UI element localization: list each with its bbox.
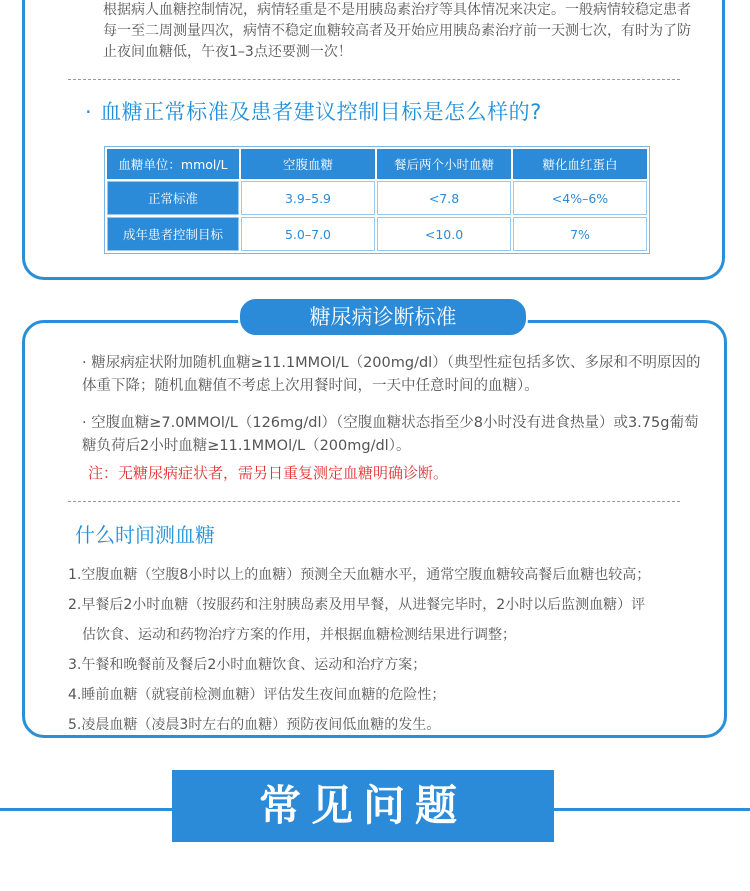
monitoring-frequency-text: 根据病人血糖控制情况，病情轻重是不是用胰岛素治疗等具体情况来决定。一般病情较稳定患者每一至二周测量四次，病情不稳定血糖较高者及开始应用胰岛素治疗前一天测七次，有时为了防止夜间血糖低，午夜1–3点还要测一次！	[103, 2, 691, 60]
glucose-standards-table	[104, 146, 650, 254]
table-row-label: 正常标准	[107, 181, 239, 215]
table-cell: 5.0–7.0	[241, 217, 375, 251]
table-header-cell: 糖化血红蛋白	[513, 149, 647, 179]
list-item: 2.早餐后2小时血糖（按服药和注射胰岛素及用早餐，从进餐完毕时，2小时以后监测血糖）评	[68, 597, 646, 613]
when-to-test-heading: 什么时间测血糖	[75, 523, 215, 547]
list-item: 3.午餐和晚餐前及餐后2小时血糖饮食、运动和治疗方案；	[68, 657, 427, 673]
when-to-test-list	[68, 560, 708, 740]
table-row	[107, 181, 647, 215]
table-cell: <10.0	[377, 217, 511, 251]
list-item: 4.睡前血糖（就寝前检测血糖）评估发生夜间血糖的危险性；	[68, 687, 446, 703]
table-row	[107, 217, 647, 251]
diagnosis-criterion-2: · 空腹血糖≥7.0MMOl/L（126mg/dl）（空腹血糖状态指至少8小时没有进食热量）或3.75g葡萄糖负荷后2小时血糖≥11.1MMOl/L（200mg/dl）。	[82, 415, 699, 454]
bullet: ·	[85, 100, 93, 124]
diagnosis-title-pill: 糖尿病诊断标准	[238, 297, 528, 337]
dashed-divider	[68, 79, 680, 80]
standards-heading	[85, 96, 542, 126]
banner-line-left	[0, 808, 172, 811]
dashed-divider	[68, 501, 680, 502]
diagnosis-note: 注：无糖尿病症状者，需另日重复测定血糖明确诊断。	[88, 464, 449, 482]
table-header-cell: 血糖单位：mmol/L	[107, 149, 239, 179]
table-cell: <7.8	[377, 181, 511, 215]
faq-banner: 常见问题	[172, 770, 554, 842]
table-row-label: 成年患者控制目标	[107, 217, 239, 251]
list-item	[68, 620, 708, 650]
table-cell: <4%–6%	[513, 181, 647, 215]
list-item: 1.空腹血糖（空腹8小时以上的血糖）预测全天血糖水平，通常空腹血糖较高餐后血糖也较高；	[68, 567, 651, 583]
standards-heading-text: 血糖正常标准及患者建议控制目标是怎么样的?	[100, 100, 542, 124]
table-header-cell: 餐后两个小时血糖	[377, 149, 511, 179]
banner-line-right	[554, 808, 750, 811]
table-header-cell: 空腹血糖	[241, 149, 375, 179]
table-cell: 3.9–5.9	[241, 181, 375, 215]
table-cell: 7%	[513, 217, 647, 251]
list-item: 5.凌晨血糖（凌晨3时左右的血糖）预防夜间低血糖的发生。	[68, 717, 441, 733]
table-header-row	[107, 149, 647, 179]
list-item-continuation: 估饮食、运动和药物治疗方案的作用，并根据血糖检测结果进行调整；	[82, 627, 516, 643]
diagnosis-criterion-1: · 糖尿病症状附加随机血糖≥11.1MMOl/L（200mg/dl）（典型性症包括多饮、多尿和不明原因的体重下降；随机血糖值不考虑上次用餐时间，一天中任意时间的血糖）。	[82, 355, 701, 394]
